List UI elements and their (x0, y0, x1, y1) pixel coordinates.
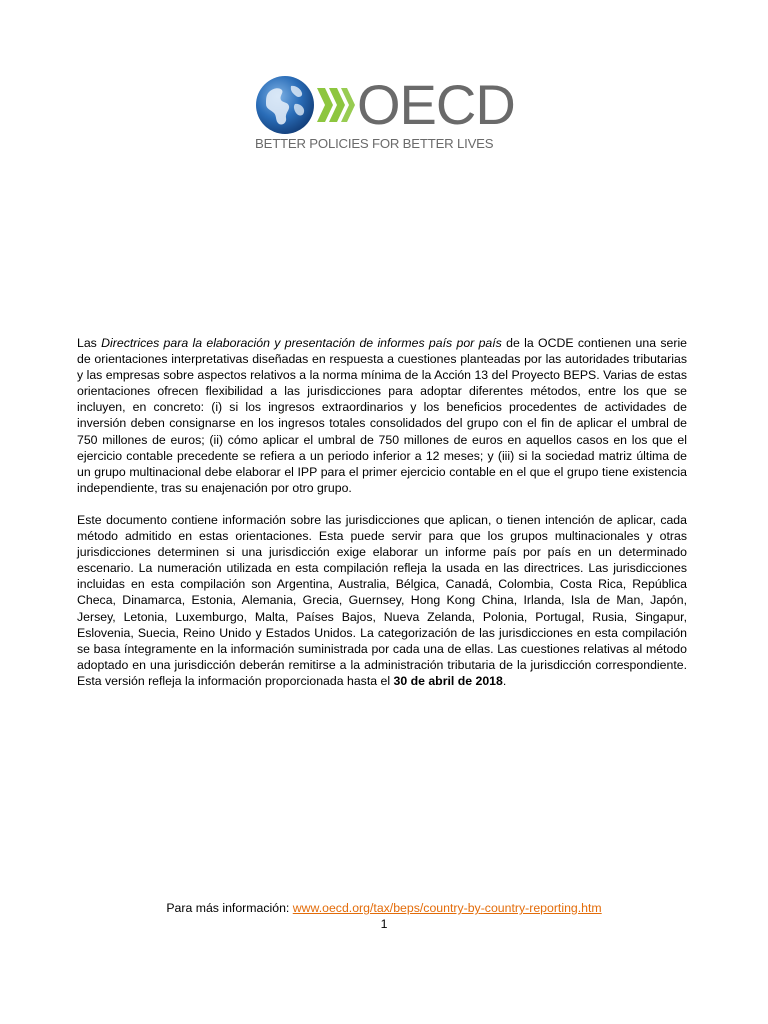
page-number: 1 (380, 917, 388, 931)
document-body (77, 335, 687, 705)
globe-icon (255, 74, 355, 136)
guidelines-title: Directrices para la elaboración y presentación de informes país por país (101, 336, 502, 350)
intro-rest: de la OCDE contienen una serie de orientaciones interpretativas diseñadas en respuesta a cuestiones planteadas por las autoridades tributarias y las empresas sobre aspectos relativos a la norma mínima de la Acción 13 del Proyecto BEPS. Varias de estas orientaciones ofrecen flexibilidad a las jurisdicciones para adoptar diferentes métodos, entre los que se incluyen, en concreto: (i) si los ingresos extraordinarios y los beneficios procedentes de actividades de inversión deben consignarse en los ingresos totales consolidados del grupo con el fin de aplicar el umbral de 750 millones de euros; (ii) cómo aplicar el umbral de 750 millones de euros en aquellos casos en los que el ejercicio contable precedente se refiera a un periodo inferior a 12 meses; y (iii) si la sociedad matriz última de un grupo multinacional debe elaborar el IPP para el primer ejercicio contable en el que el grupo tiene existencia independiente, tras su enajenación por otro grupo. (77, 336, 688, 495)
oecd-tagline: BETTER POLICIES FOR BETTER LIVES (255, 136, 494, 151)
oecd-wordmark: OECD (357, 73, 515, 136)
scope-text: Este documento contiene información sobre las jurisdicciones que aplican, o tienen intención de aplicar, cada método admitido en estas orientaciones. Esta puede servir para que los grupos multinacionales y otras jurisdicciones determinen si una jurisdicción exige elaborar un informe país por país en un determinado escenario. La numeración utilizada en esta compilación refleja la usada en las directrices. Las jurisdicciones incluidas en esta compilación son Argentina, Australia, Bélgica, Canadá, Colombia, Costa Rica, República Checa, Dinamarca, Estonia, Alemania, Grecia, Guernsey, Hong Kong China, Irlanda, Isla de Man, Japón, Jersey, Letonia, Luxemburgo, Malta, Países Bajos, Nueva Zelanda, Polonia, Portugal, Rusia, Singapur, Eslovenia, Suecia, Reino Unido y Estados Unidos. La categorización de las jurisdicciones en esta compilación se basa íntegramente en la información suministrada por cada una de ellas. Las cuestiones relativas al método adoptado en una jurisdicción deberán remitirse a la administración tributaria de la jurisdicción correspondiente. Esta versión refleja la información proporcionada hasta el (77, 512, 687, 688)
scope-paragraph (77, 512, 687, 689)
chevrons-icon (317, 88, 333, 122)
footer-link[interactable]: www.oecd.org/tax/beps/country-by-country-reporting.htm (292, 901, 602, 915)
cutoff-date: 30 de abril de 2018 (393, 673, 503, 688)
footer-label: Para más información: (166, 901, 293, 915)
intro-paragraph (77, 335, 687, 496)
scope-end: . (502, 673, 507, 688)
footer-more-info (0, 900, 768, 916)
intro-lead: Las (77, 336, 102, 350)
oecd-logo (255, 72, 515, 156)
